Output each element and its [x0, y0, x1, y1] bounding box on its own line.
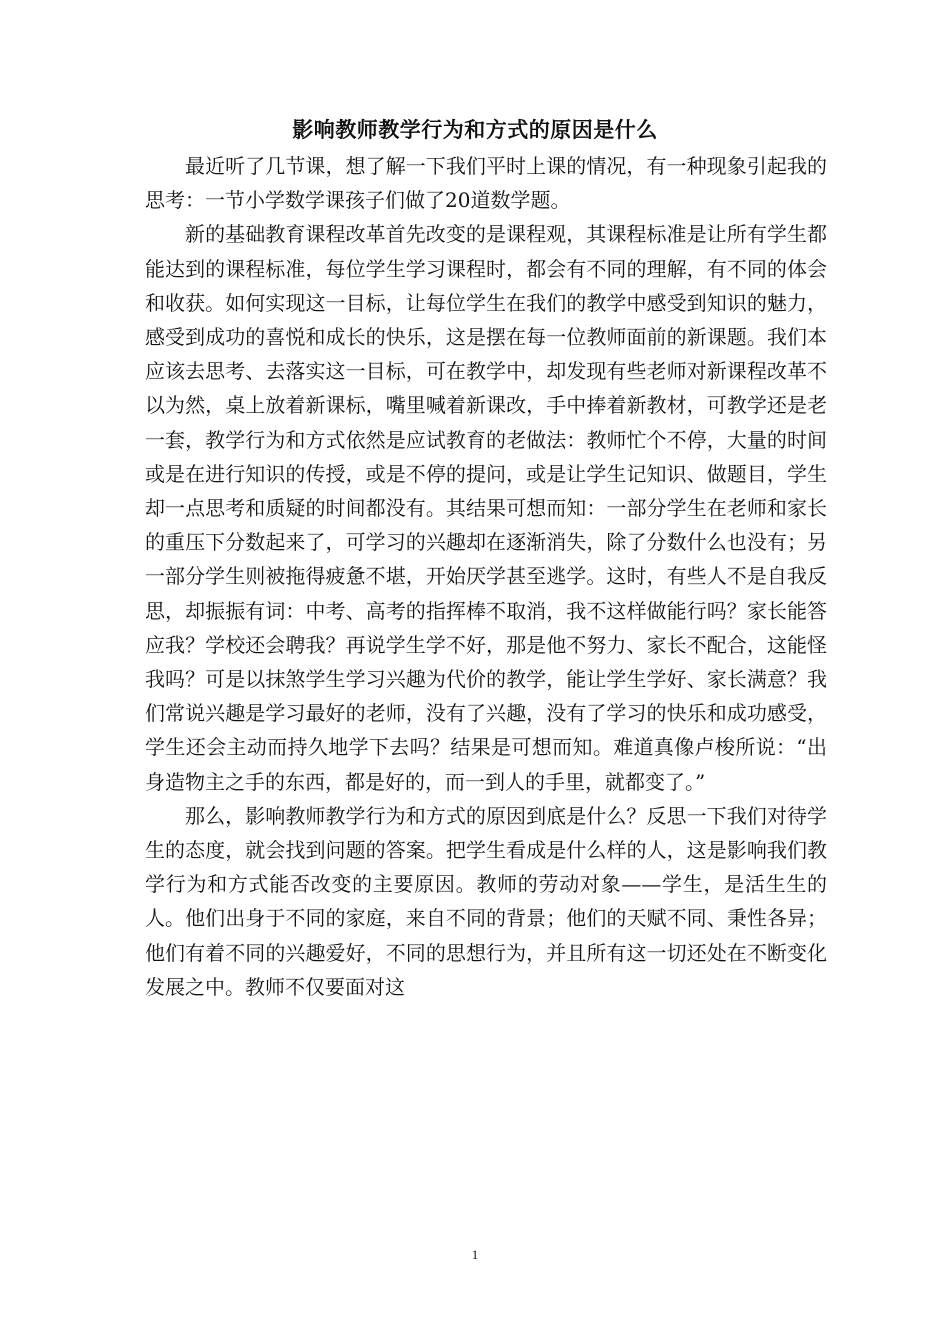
document-title: 影响教师教学行为和方式的原因是什么: [292, 117, 658, 142]
page-number: 1: [471, 1247, 479, 1262]
paragraph-1: 最近听了几节课，想了解一下我们平时上课的情况，有一种现象引起我的思考：一节小学数学课孩子们做了20道数学题。: [145, 154, 827, 213]
paragraph-3: 那么，影响教师教学行为和方式的原因到底是什么？反思一下我们对待学生的态度，就会找到问题的答案。把学生看成是什么样的人，这是影响我们教学行为和方式能否改变的主要原因。教师的劳动对象——学生，是活生生的人。他们出身于不同的家庭，来自不同的背景；他们的天赋不同、秉性各异；他们有着不同的兴趣爱好，不同的思想行为，并且所有这一切还处在不断变化发展之中。教师不仅要面对这: [145, 803, 827, 999]
document-body: [145, 149, 827, 1004]
paragraph-2: 新的基础教育课程改革首先改变的是课程观，其课程标准是让所有学生都能达到的课程标准，每位学生学习课程时，都会有不同的理解，有不同的体会和收获。如何实现这一目标，让每位学生在我们的教学中感受到知识的魅力，感受到成功的喜悦和成长的快乐，这是摆在每一位教师面前的新课题。我们本应该去思考、去落实这一目标，可在教学中，却发现有些老师对新课程改革不以为然，桌上放着新课标，嘴里喊着新课改，手中捧着新教材，可教学还是老一套，教学行为和方式依然是应试教育的老做法：教师忙个不停，大量的时间或是在进行知识的传授，或是不停的提问，或是让学生记知识、做题目，学生却一点思考和质疑的时间都没有。其结果可想而知：一部分学生在老师和家长的重压下分数起来了，可学习的兴趣却在逐渐消失，除了分数什么也没有；另一部分学生则被拖得疲惫不堪，开始厌学甚至逃学。这时，有些人不是自我反思，却振振有词：中考、高考的指挥棒不取消，我不这样做能行吗？家长能答应我？学校还会聘我？再说学生学不好，那是他不努力、家长不配合，这能怪我吗？可是以抹煞学生学习兴趣为代价的教学，能让学生学好、家长满意？我们常说兴趣是学习最好的老师，没有了兴趣，没有了学习的快乐和成功感受，学生还会主动而持久地学下去吗？结果是可想而知。难道真像卢梭所说：“出身造物主之手的东西，都是好的，而一到人的手里，就都变了。”: [145, 222, 827, 794]
